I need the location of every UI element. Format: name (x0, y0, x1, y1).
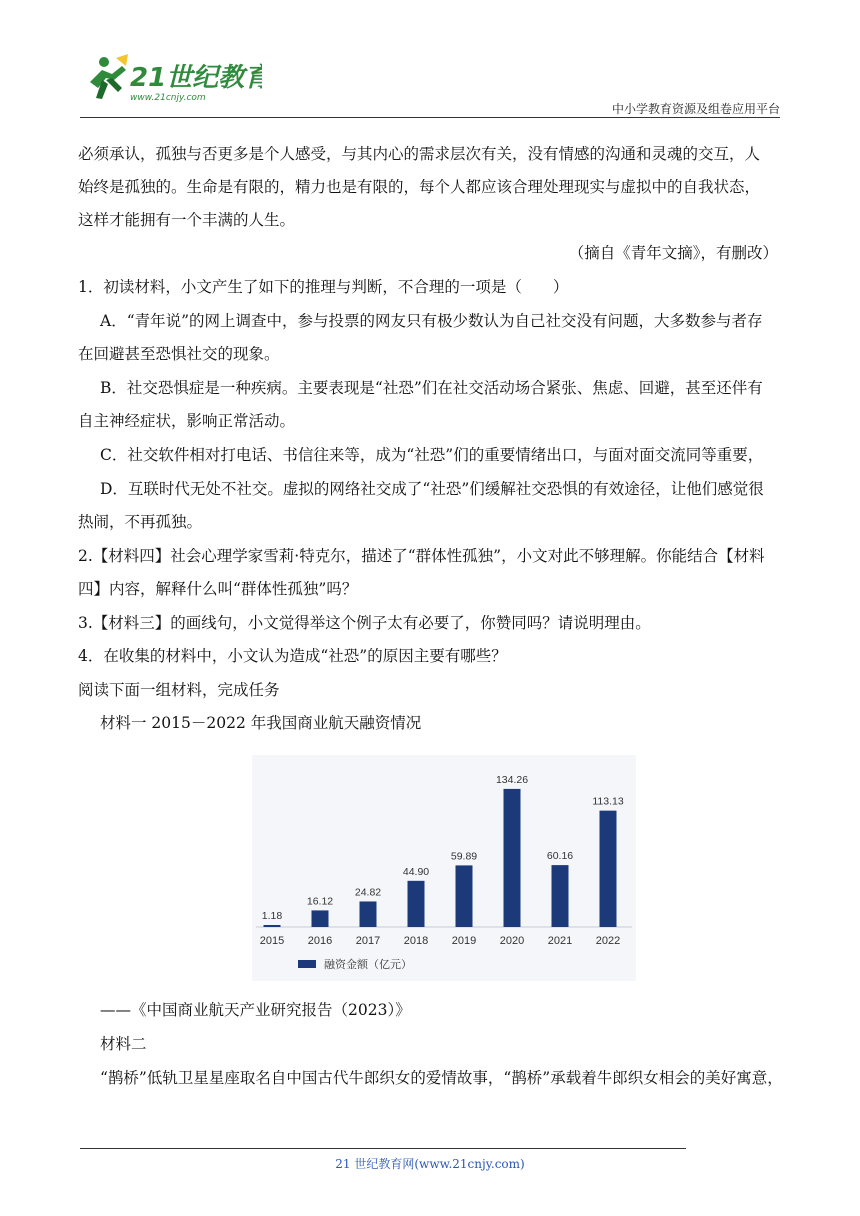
data-label-2020: 134.26 (495, 773, 529, 786)
paragraph-line: 这样才能拥有一个丰满的人生。 (78, 211, 296, 229)
option-b: B．社交恐惧症是一种疾病。主要表现是“社恐”们在社交活动场合紧张、焦虑、回避，甚至还伴有 (100, 379, 763, 397)
option-b-cont: 自主神经症状，影响正常活动。 (78, 412, 296, 430)
header-divider (80, 117, 780, 118)
paragraph-line: 必须承认，孤独与否更多是个人感受，与其内心的需求层次有关，没有情感的沟通和灵魂的交互，人 (78, 145, 761, 163)
bar-2016 (312, 910, 329, 927)
tick-label-2015: 2015 (259, 935, 285, 947)
option-c: C．社交软件相对打电话、书信往来等，成为“社恐”们的重要情绪出口，与面对面交流同等重要， (100, 446, 764, 464)
material-2-text: “鹊桥”低轨卫星星座取名自中国古代牛郎织女的爱情故事，“鹊桥”承载着牛郎织女相会的美好寓意， (100, 1069, 783, 1087)
tick-label-2019: 2019 (451, 935, 477, 947)
legend-swatch (298, 960, 316, 968)
footer-divider (80, 1148, 686, 1149)
logo (82, 52, 262, 108)
tick-label-2018: 2018 (403, 935, 429, 947)
question-2: 2.【材料四】社会心理学家雪莉·特克尔，描述了“群体性孤独”，小文对此不够理解。你能结合【材料 (78, 547, 765, 565)
chart-svg (252, 755, 636, 981)
paragraph-line: 始终是孤独的。生命是有限的，精力也是有限的，每个人都应该合理处理现实与虚拟中的自我状态， (78, 178, 761, 196)
bar-2018 (408, 881, 425, 927)
bar-2019 (456, 865, 473, 927)
footer-link[interactable]: 21 世纪教育网(www.21cnjy.com) (335, 1157, 525, 1171)
tick-label-2021: 2021 (547, 935, 573, 947)
data-label-2018: 44.90 (402, 865, 430, 878)
tick-label-2020: 2020 (499, 935, 525, 947)
tick-label-2017: 2017 (355, 935, 381, 947)
material-1-title: 材料一 2015－2022 年我国商业航天融资情况 (100, 714, 422, 732)
logo-url: www.21cnjy.com (130, 93, 206, 103)
data-label-2021: 60.16 (546, 850, 574, 863)
option-d: D．互联时代无处不社交。虚拟的网络社交成了“社恐”们缓解社交恐惧的有效途径，让他们感觉很 (100, 480, 764, 498)
data-label-2015: 1.18 (261, 910, 283, 922)
question-3: 3.【材料三】的画线句，小文觉得举这个例子太有必要了，你赞同吗？请说明理由。 (78, 614, 651, 632)
question-4: 4．在收集的材料中，小文认为造成“社恐”的原因主要有哪些？ (78, 647, 507, 665)
data-label-2017: 24.82 (354, 886, 382, 899)
logo-text: 21世纪教育 (130, 63, 262, 93)
tick-label-2016: 2016 (307, 935, 333, 947)
question-2-cont: 四】内容，解释什么叫“群体性孤独”吗？ (78, 580, 358, 598)
funding-bar-chart (252, 755, 636, 981)
material-1-source: ——《中国商业航天产业研究报告（2023）》 (100, 1001, 411, 1019)
data-label-2016: 16.12 (306, 895, 334, 908)
tick-label-2022: 2022 (595, 935, 621, 947)
option-a-cont: 在回避甚至恐惧社交的现象。 (78, 345, 280, 363)
bar-2022 (600, 811, 617, 927)
bar-2020 (504, 789, 521, 927)
material-2-title: 材料二 (100, 1035, 147, 1053)
source-citation: （摘自《青年文摘》，有删改） (568, 244, 778, 262)
option-d-cont: 热闹，不再孤独。 (78, 513, 203, 531)
bar-2015 (264, 925, 281, 927)
legend-label: 融资金额（亿元） (324, 958, 412, 971)
data-label-2019: 59.89 (450, 850, 478, 863)
runner-icon (90, 54, 128, 99)
question-1: 1．初读材料，小文产生了如下的推理与判断，不合理的一项是（ ） (78, 278, 569, 296)
platform-name: 中小学教育资源及组卷应用平台 (611, 102, 780, 116)
bar-2017 (360, 901, 377, 927)
option-a: A．“青年说”的网上调查中，参与投票的网友只有极少数认为自己社交没有问题，大多数参与者存 (100, 312, 763, 330)
bar-2021 (552, 865, 569, 927)
task-instruction: 阅读下面一组材料，完成任务 (78, 681, 280, 699)
data-label-2022: 113.13 (592, 795, 624, 808)
